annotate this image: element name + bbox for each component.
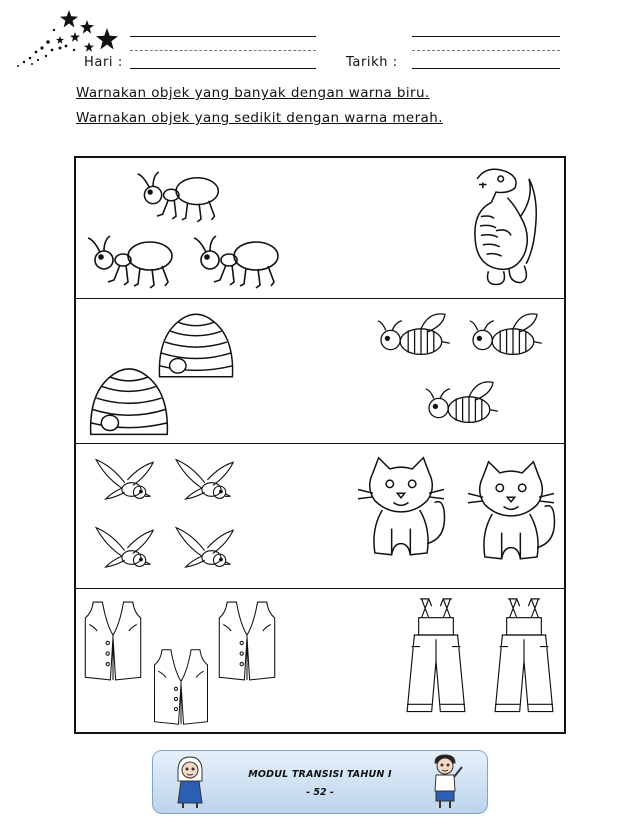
tarikh-label: Tarikh : bbox=[346, 55, 398, 70]
bee-icon[interactable] bbox=[372, 308, 454, 364]
name-line-top[interactable] bbox=[130, 36, 316, 37]
overalls-icon[interactable] bbox=[486, 596, 562, 726]
row-divider-2 bbox=[76, 443, 564, 444]
bird-icon[interactable] bbox=[92, 520, 160, 576]
name-line-dashed bbox=[130, 50, 316, 51]
class-line-dashed bbox=[412, 50, 560, 51]
boy-student-icon bbox=[425, 753, 465, 809]
hari-field[interactable] bbox=[130, 68, 316, 69]
row-divider-3 bbox=[76, 588, 564, 589]
vest-icon[interactable] bbox=[80, 598, 146, 684]
beehive-icon[interactable] bbox=[80, 356, 178, 442]
bee-icon[interactable] bbox=[420, 376, 502, 432]
bee-icon[interactable] bbox=[464, 308, 546, 364]
page-number: - 52 - bbox=[306, 787, 334, 798]
tarikh-field[interactable] bbox=[412, 68, 560, 69]
dinosaur-icon[interactable] bbox=[446, 160, 546, 292]
row-divider-1 bbox=[76, 298, 564, 299]
ant-icon[interactable] bbox=[80, 230, 180, 290]
instruction-1: Warnakan objek yang banyak dengan warna biru. bbox=[76, 85, 430, 101]
footer-banner bbox=[152, 750, 488, 814]
vest-icon[interactable] bbox=[146, 646, 216, 728]
ant-icon[interactable] bbox=[130, 166, 226, 224]
cat-icon[interactable] bbox=[354, 454, 448, 566]
footer-title: MODUL TRANSISI TAHUN I bbox=[248, 769, 392, 780]
bird-icon[interactable] bbox=[172, 520, 240, 576]
bird-icon[interactable] bbox=[172, 452, 240, 508]
class-line-top[interactable] bbox=[412, 36, 560, 37]
ant-icon[interactable] bbox=[186, 230, 286, 290]
vest-icon[interactable] bbox=[214, 598, 280, 684]
cat-icon[interactable] bbox=[464, 458, 558, 570]
instruction-2: Warnakan objek yang sedikit dengan warna merah. bbox=[76, 110, 443, 126]
bird-icon[interactable] bbox=[92, 452, 160, 508]
girl-student-icon bbox=[173, 755, 207, 809]
hari-label: Hari : bbox=[84, 55, 123, 70]
overalls-icon[interactable] bbox=[398, 596, 474, 726]
